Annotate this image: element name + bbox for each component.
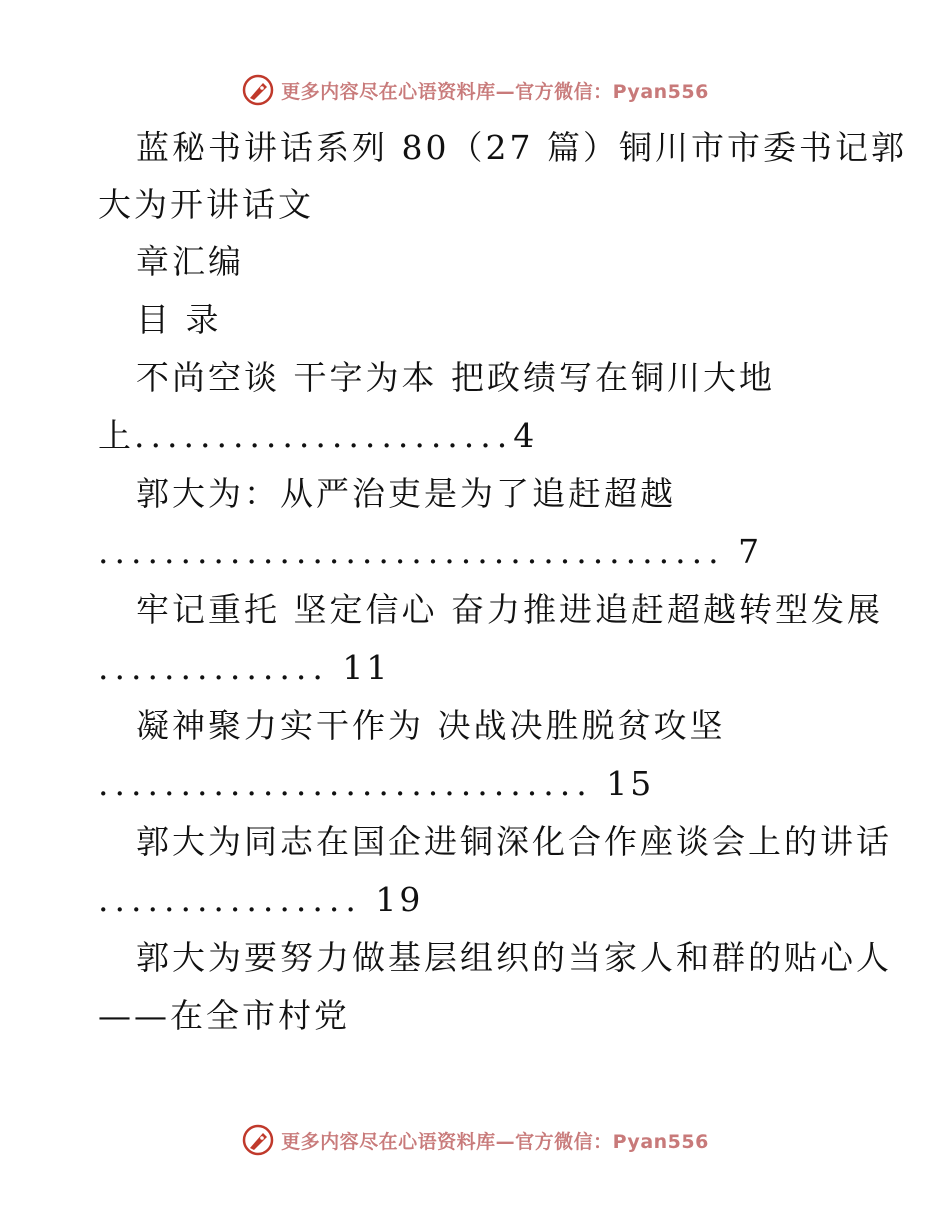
toc-entry-1-title: 不尚空谈 干字为本 把政绩写在铜川大地 [136, 358, 775, 397]
document-title-line-2: 大为开讲话文 [98, 185, 314, 224]
footer-watermark [0, 1120, 950, 1160]
toc-entry-4-page: 15 [606, 764, 655, 803]
watermark-text: 更多内容尽在心语资料库—官方微信：Pyan556 [281, 1130, 709, 1153]
pen-nib-logo-icon [241, 1123, 275, 1157]
toc-entry-2-title: 郭大为：从严治吏是为了追赶超越 [136, 474, 676, 513]
header-watermark [0, 70, 950, 110]
toc-entry-4-title: 凝神聚力实干作为 决战决胜脱贫攻坚 [136, 706, 726, 745]
document-title-line-1: 蓝秘书讲话系列 80（27 篇）铜川市市委书记郭 [136, 128, 907, 167]
document-title-line-3: 章汇编 [136, 242, 244, 281]
toc-entry-5-dots: ................ [98, 880, 362, 919]
toc-entry-6-cont: ——在全市村党 [98, 996, 350, 1035]
toc-entry-4-dots: .............................. [98, 764, 593, 803]
toc-entry-5-leader [98, 880, 423, 920]
toc-entry-4-leader [98, 764, 654, 804]
watermark-text: 更多内容尽在心语资料库—官方微信：Pyan556 [281, 80, 709, 103]
toc-entry-3-leader [98, 648, 390, 688]
toc-entry-2-page: 7 [738, 532, 763, 571]
toc-entry-5-title: 郭大为同志在国企进铜深化合作座谈会上的讲话 [136, 822, 892, 861]
toc-entry-1-leader [98, 416, 537, 456]
toc-heading: 目 录 [136, 300, 222, 339]
toc-entry-3-dots: .............. [98, 648, 329, 687]
toc-entry-1-dots: ....................... [134, 416, 514, 455]
toc-entry-5-page: 19 [375, 880, 424, 919]
pen-nib-logo-icon [241, 73, 275, 107]
toc-entry-6-title: 郭大为要努力做基层组织的当家人和群的贴心人 [136, 938, 892, 977]
toc-entry-2-leader [98, 532, 762, 572]
toc-entry-1-page: 4 [513, 416, 538, 455]
toc-entry-3-title: 牢记重托 坚定信心 奋力推进追赶超越转型发展 [136, 590, 883, 629]
toc-entry-1-cont: 上 [98, 416, 134, 455]
toc-entry-3-page: 11 [342, 648, 391, 687]
toc-entry-2-dots: ...................................... [98, 532, 725, 571]
